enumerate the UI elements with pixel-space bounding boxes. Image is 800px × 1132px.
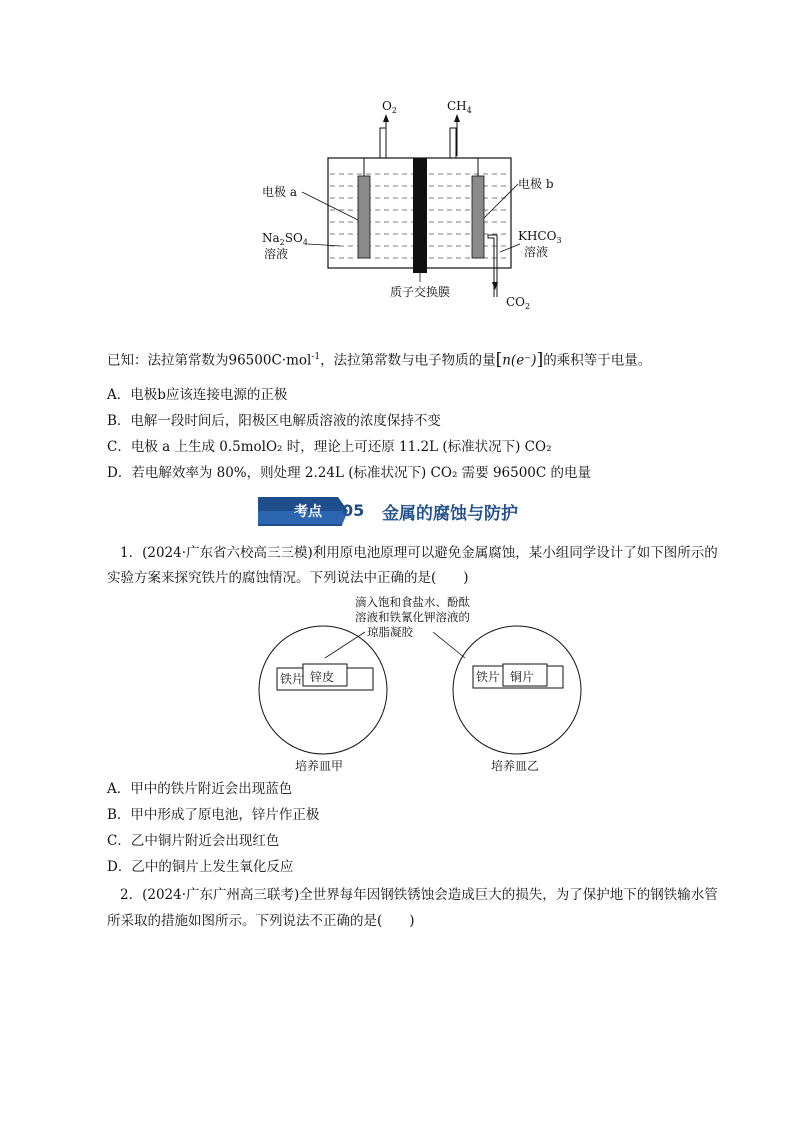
section-title: 金属的腐蚀与防护 xyxy=(382,504,518,524)
o2-label: $O_2$ xyxy=(382,99,397,115)
option-d-q1: D．乙中的铜片上发生氧化反应 xyxy=(107,859,294,875)
q2-line1: 2．(2024·广东广州高三联考)全世界每年因钢铁锈蚀会造成巨大的损失，为了保护地下的钢铁输水管 xyxy=(120,887,718,903)
dish-b-caption: 培养皿乙 xyxy=(491,759,540,773)
na2so4-solution-label: 溶液 xyxy=(264,247,289,261)
banner-shape xyxy=(258,495,388,529)
option-d-q0: D．若电解效率为 80%，则处理 2.24L (标准状况下) CO₂ 需要 96500C 的电量 xyxy=(107,465,592,481)
section-number: 05 xyxy=(342,501,365,520)
option-b-q0: B．电解一段时间后，阳极区电解质溶液的浓度保持不变 xyxy=(107,413,441,429)
known-ne: n(e⁻) xyxy=(502,352,537,369)
left-iron-label: 铁片 xyxy=(280,672,305,686)
gel-annotation-2: 溶液和铁氰化钾溶液的 xyxy=(355,610,470,624)
dish-b-circle xyxy=(453,626,581,754)
right-copper-label: 铜片 xyxy=(510,670,535,684)
option-c-q0: C．电极 a 上生成 0.5molO₂ 时，理论上可还原 11.2L (标准状况下) CO₂ xyxy=(107,439,552,455)
section-tag: 考点 xyxy=(294,504,322,520)
known-statement: 已知：法拉第常数为96500C·mol$^{-1}$，法拉第常数与电子物质的量[n(e⁻)]的乘积等于电量。 xyxy=(107,349,652,370)
petri-dish-figure xyxy=(255,594,585,774)
electrode-a xyxy=(358,176,370,258)
section-banner xyxy=(258,495,558,529)
na2so4-label: $Na_2SO_4$ xyxy=(262,231,308,247)
khco3-label: $KHCO_3$ xyxy=(518,229,562,245)
known-prefix: 已知：法拉第常数为96500C·mol xyxy=(107,352,312,369)
gel-annotation-1: 滴入饱和食盐水、酚酞 xyxy=(355,595,470,609)
q1-line2: 实验方案来探究铁片的腐蚀情况。下列说法中正确的是( ) xyxy=(107,570,469,586)
option-c-q1: C．乙中铜片附近会出现红色 xyxy=(107,833,280,849)
option-b-q1: B．甲中形成了原电池，锌片作正极 xyxy=(107,807,320,823)
known-sup: -1 xyxy=(311,352,321,362)
proton-exchange-membrane xyxy=(413,158,427,273)
q1-line1: 1．(2024·广东省六校高三三模)利用原电池原理可以避免金属腐蚀，某小组同学设计了如下图所示的 xyxy=(120,545,718,561)
known-middle: ，法拉第常数与电子物质的量 xyxy=(320,352,496,369)
electrode-b xyxy=(472,176,484,258)
khco3-solution-label: 溶液 xyxy=(524,245,549,259)
q2-line2: 所采取的措施如图所示。下列说法不正确的是( ) xyxy=(107,913,415,929)
right-iron-label: 铁片 xyxy=(476,670,501,684)
option-a-q0: A．电极b应该连接电源的正极 xyxy=(107,387,288,403)
ch4-label: $CH_4$ xyxy=(447,99,472,115)
option-a-q1: A．甲中的铁片附近会出现蓝色 xyxy=(107,781,293,797)
electrode-a-label: 电极 a xyxy=(262,185,297,199)
left-zinc-label: 锌皮 xyxy=(310,670,335,684)
gel-annotation-3: 琼脂凝胶 xyxy=(367,625,413,639)
membrane-label: 质子交换膜 xyxy=(390,285,451,299)
electrolysis-cell-figure xyxy=(250,92,590,312)
dish-a-caption: 培养皿甲 xyxy=(295,759,344,773)
co2-inlet-label: $CO_2$ xyxy=(506,295,531,311)
electrode-b-label: 电极 b xyxy=(518,177,554,191)
known-suffix: 的乘积等于电量。 xyxy=(543,352,652,369)
